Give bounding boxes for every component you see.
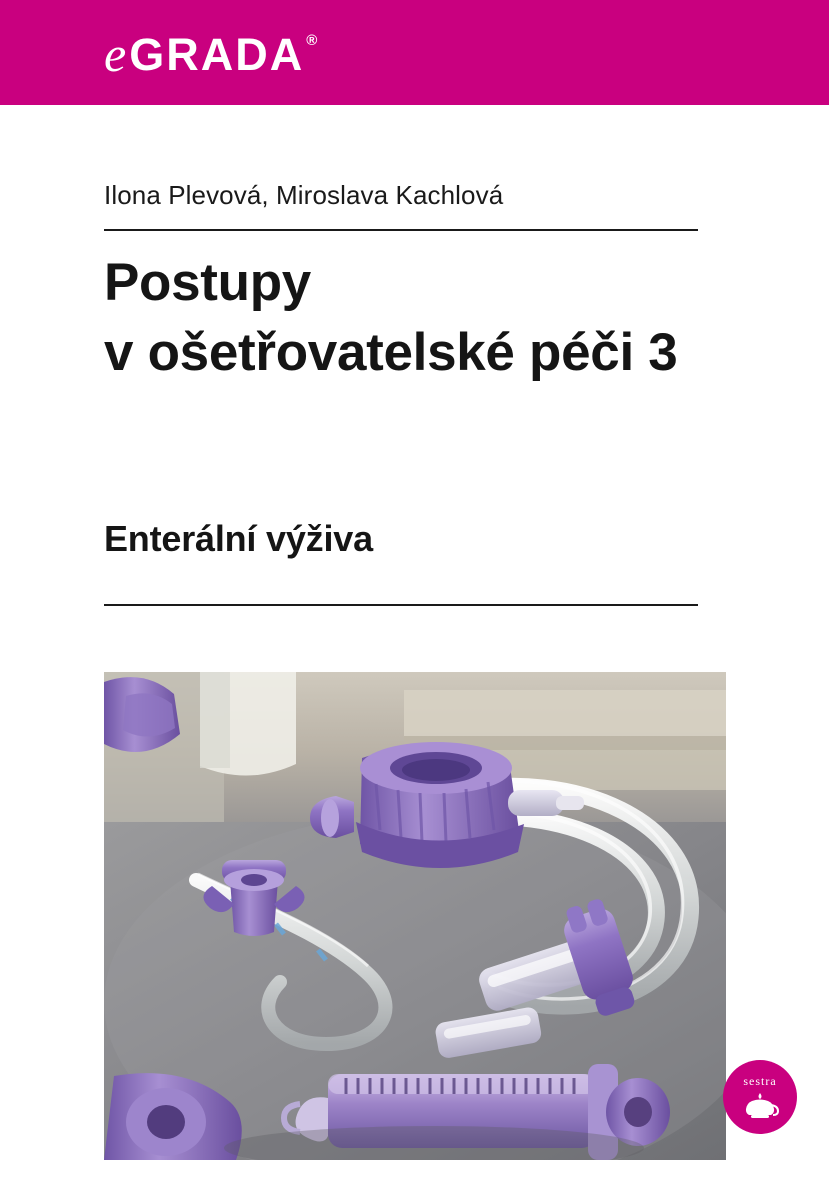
logo-mark-icon: e: [104, 26, 126, 82]
grada-logo: [104, 26, 318, 82]
title-line-1: Postupy: [104, 253, 311, 312]
page-title: [104, 248, 744, 389]
logo-wordmark: GRADA: [129, 28, 305, 80]
divider-bottom: [104, 604, 698, 606]
series-badge: [723, 1060, 797, 1134]
subtitle: Enterální výživa: [104, 518, 373, 559]
title-line-2: v ošetřovatelské péči 3: [104, 323, 678, 383]
cover-photo: [104, 672, 726, 1160]
logo-trademark: ®: [306, 31, 318, 49]
series-badge-label: sestra: [743, 1074, 777, 1088]
publisher-band: [0, 0, 829, 105]
divider-top: [104, 229, 698, 231]
lamp-icon: [738, 1090, 782, 1120]
cover-photo-illustration: [104, 672, 726, 1160]
authors: Ilona Plevová, Miroslava Kachlová: [104, 180, 504, 210]
